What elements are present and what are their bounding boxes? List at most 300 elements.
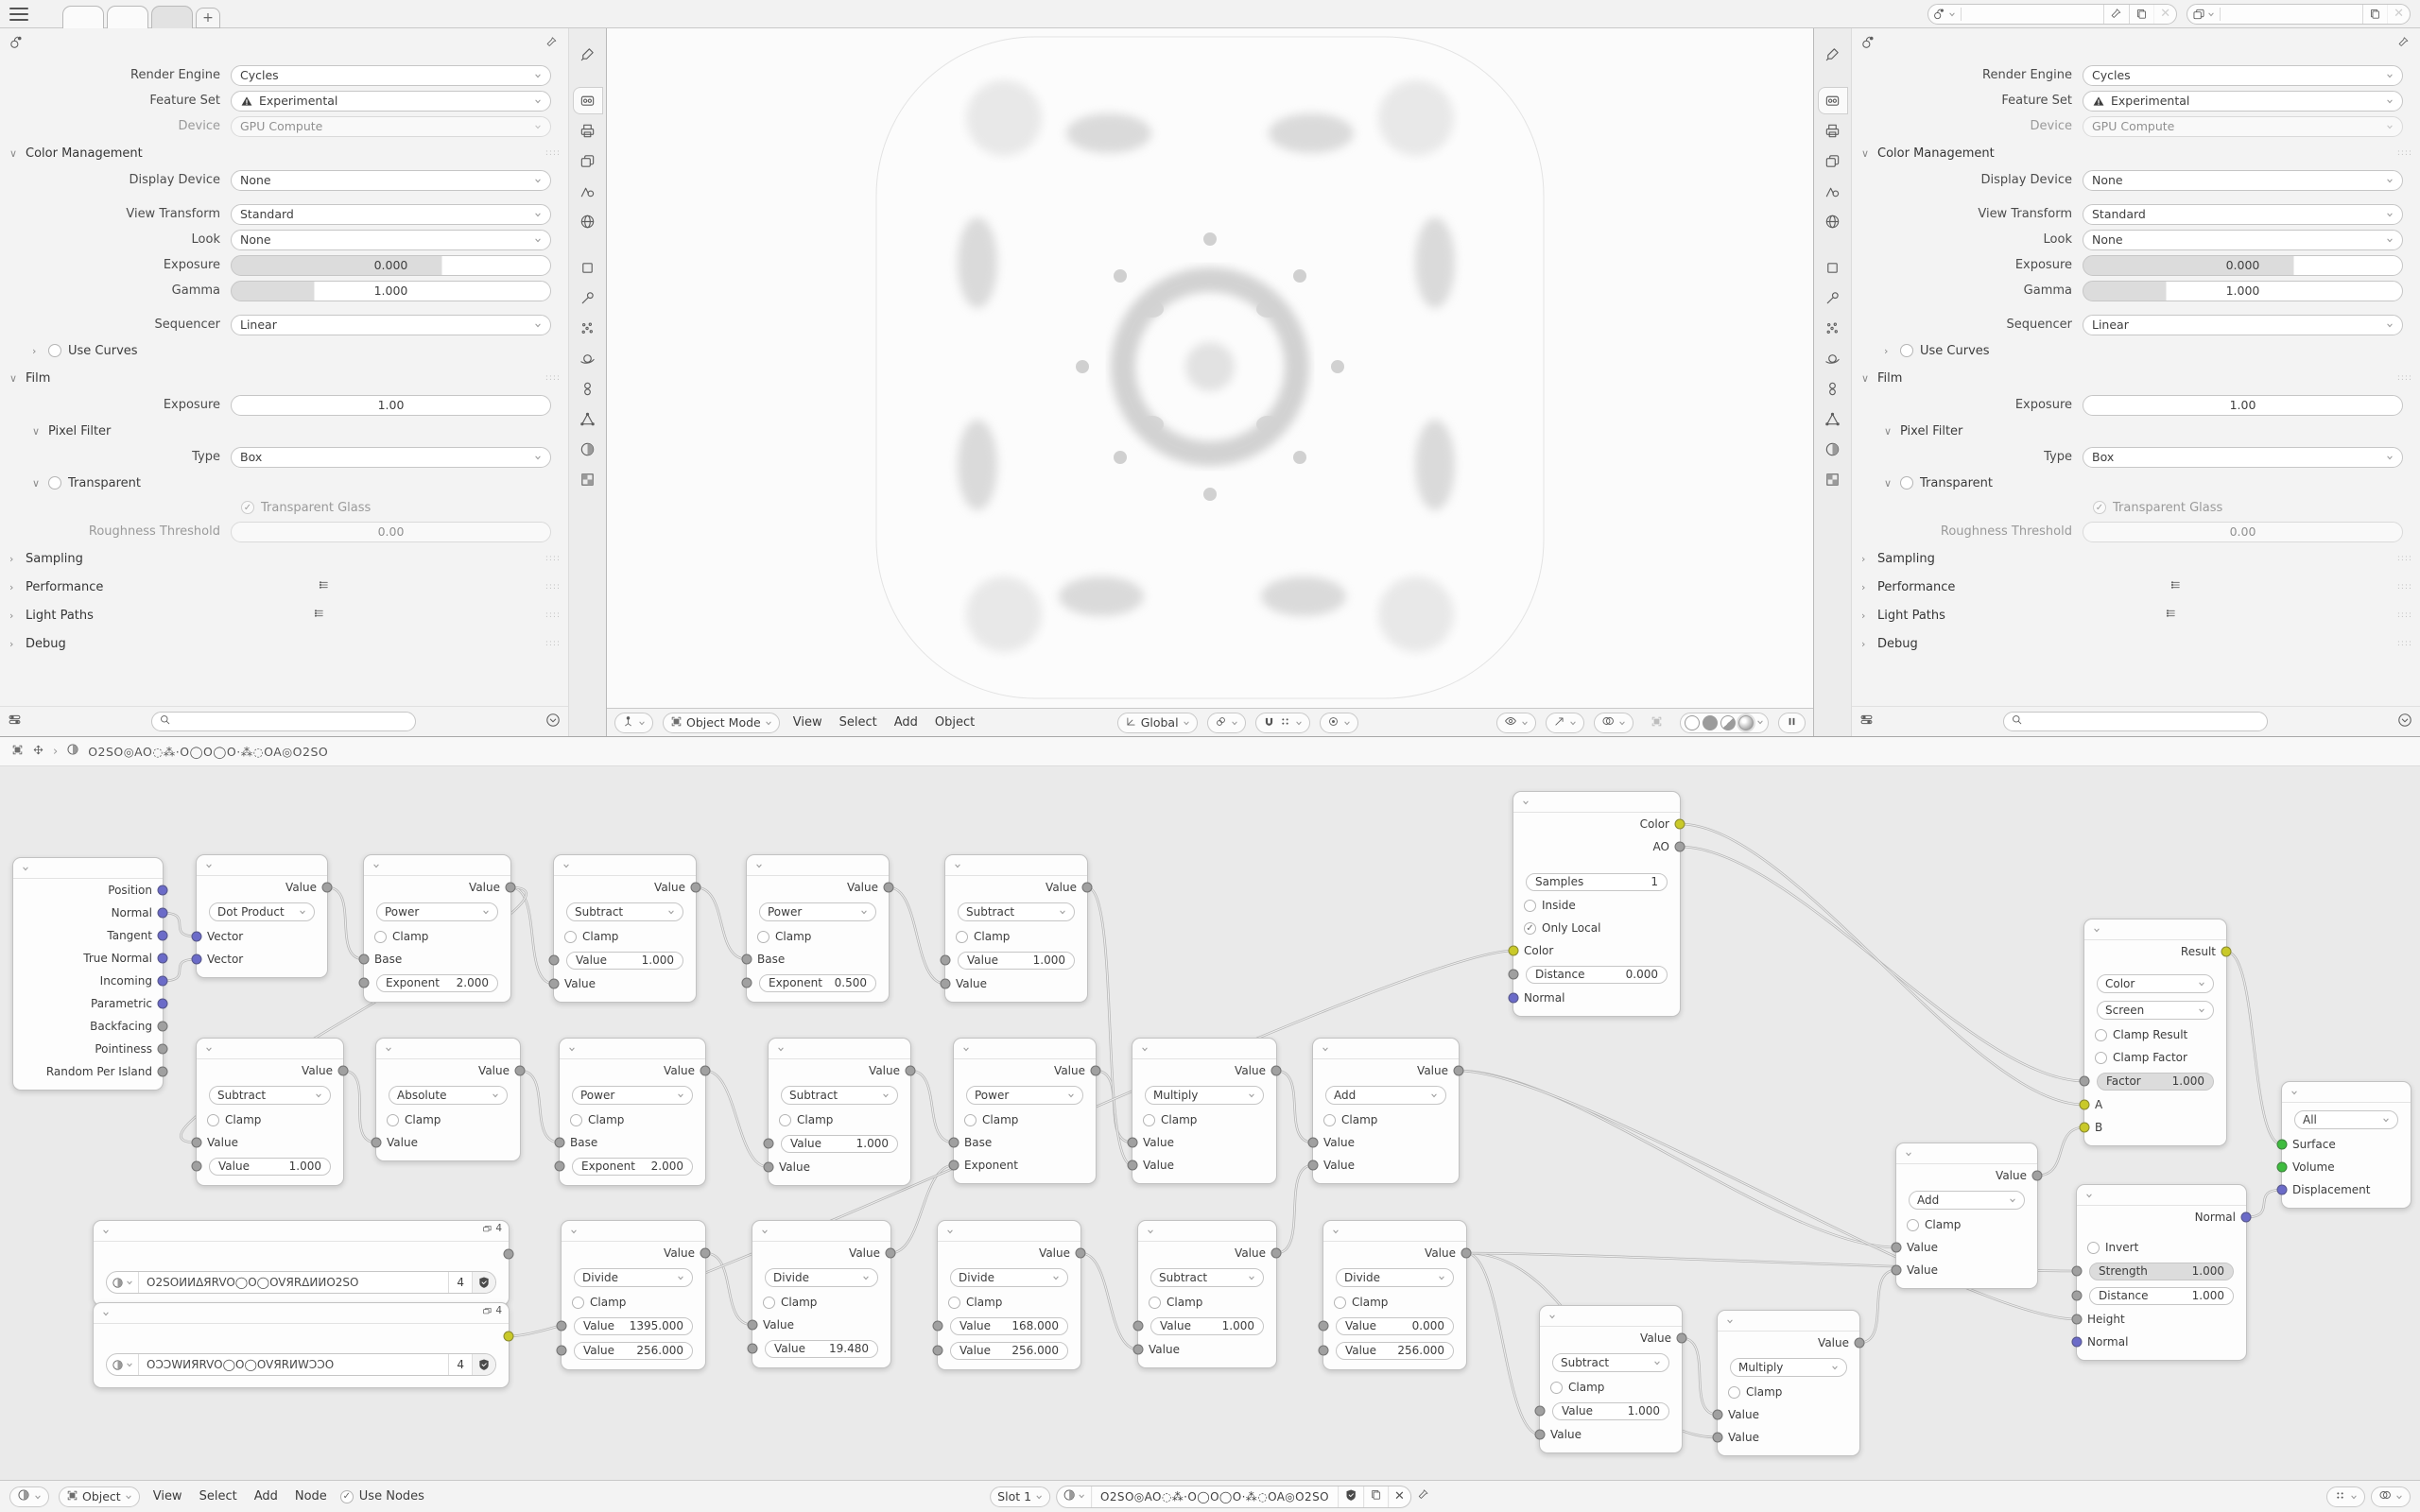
input-socket[interactable]: [1319, 1346, 1329, 1356]
input-socket[interactable]: [2072, 1291, 2083, 1301]
input-socket[interactable]: [742, 954, 752, 965]
properties-search-input[interactable]: [171, 715, 408, 729]
output-socket[interactable]: [506, 883, 516, 893]
operation-dropdown[interactable]: Power: [572, 1086, 693, 1105]
output-socket[interactable]: [158, 976, 168, 987]
section-sampling[interactable]: › Sampling ::::: [1861, 551, 2412, 566]
input-socket[interactable]: [748, 1344, 758, 1354]
users-count[interactable]: 4: [448, 1354, 472, 1375]
node-dot1[interactable]: [196, 854, 328, 978]
constraints-properties-tab-icon[interactable]: [1819, 376, 1847, 402]
operation-dropdown[interactable]: Subtract: [1552, 1353, 1669, 1372]
shader-node-editor[interactable]: [0, 736, 2420, 1512]
properties-search[interactable]: [2003, 712, 2268, 731]
node-collapse-chevron[interactable]: [1313, 1039, 1459, 1059]
menu-select[interactable]: Select: [199, 1489, 237, 1503]
input-socket[interactable]: [1892, 1265, 1902, 1276]
node-bump[interactable]: [2076, 1184, 2247, 1361]
section-film[interactable]: ∨ Film ::::: [9, 370, 561, 386]
operation-dropdown[interactable]: Subtract: [1150, 1268, 1264, 1287]
input-socket[interactable]: [2072, 1314, 2083, 1325]
output-socket[interactable]: [504, 1249, 514, 1260]
node-d4[interactable]: [1322, 1220, 1467, 1370]
output-socket[interactable]: [515, 1066, 526, 1076]
section-debug[interactable]: › Debug ::::: [9, 636, 561, 651]
node-collapse-chevron[interactable]: [945, 855, 1087, 876]
node-sub2[interactable]: [944, 854, 1088, 1003]
input-socket[interactable]: [555, 1161, 565, 1172]
operation-dropdown[interactable]: Subtract: [209, 1086, 331, 1105]
object-data-properties-tab-icon[interactable]: [1819, 406, 1847, 432]
checkbox-clamp[interactable]: Clamp: [954, 1108, 1096, 1131]
subsection-pixel-filter[interactable]: ∨ Pixel Filter: [1884, 423, 1963, 438]
type-dropdown[interactable]: Box: [2083, 447, 2403, 468]
constraints-properties-tab-icon[interactable]: [574, 376, 602, 402]
output-socket[interactable]: [1271, 1248, 1282, 1259]
checkbox-clamp[interactable]: Clamp: [554, 925, 696, 948]
input-socket[interactable]: [1133, 1345, 1144, 1355]
input-socket[interactable]: [1308, 1160, 1319, 1171]
input-socket[interactable]: [941, 979, 951, 989]
output-socket[interactable]: [886, 1248, 896, 1259]
node-collapse-chevron[interactable]: [554, 855, 696, 876]
operation-dropdown[interactable]: Divide: [765, 1268, 878, 1287]
input-socket[interactable]: [742, 978, 752, 988]
output-socket[interactable]: [1675, 819, 1685, 830]
display-device-dropdown[interactable]: None: [231, 170, 551, 191]
input-socket[interactable]: [941, 955, 951, 966]
browse-image-icon[interactable]: [107, 1354, 139, 1375]
view-transform-dropdown[interactable]: Standard: [231, 204, 551, 225]
node-m7[interactable]: [1312, 1038, 1460, 1184]
checkbox-clamp-factor[interactable]: Clamp Factor: [2084, 1046, 2226, 1069]
checkbox-clamp-result[interactable]: Clamp Result: [2084, 1023, 2226, 1046]
browse-image-icon[interactable]: [107, 1272, 139, 1293]
node-t1[interactable]: [93, 1220, 510, 1306]
checkbox-clamp[interactable]: Clamp: [747, 925, 889, 948]
output-socket[interactable]: [158, 1067, 168, 1077]
menu-view[interactable]: View: [152, 1489, 182, 1503]
checkbox-only-local[interactable]: ✓ Only Local: [1513, 917, 1680, 939]
input-socket[interactable]: [933, 1321, 943, 1332]
input-socket[interactable]: [1133, 1321, 1144, 1332]
add-workspace-button[interactable]: +: [196, 8, 220, 28]
filter-toggle-icon[interactable]: [8, 713, 22, 730]
node-collapse-chevron[interactable]: [364, 855, 510, 876]
node-pow2[interactable]: [746, 854, 890, 1003]
node-m5[interactable]: [953, 1038, 1097, 1184]
input-socket[interactable]: [1509, 970, 1519, 980]
material-properties-tab-icon[interactable]: [1819, 437, 1847, 462]
xray-toggle-button[interactable]: [1643, 713, 1670, 733]
tool-properties-tab-icon[interactable]: [1819, 42, 1847, 67]
number-field[interactable]: Value 1.000: [1150, 1317, 1264, 1335]
world-properties-tab-icon[interactable]: [574, 209, 602, 234]
new-scene-icon[interactable]: [2129, 5, 2153, 24]
pin-id-icon[interactable]: [545, 36, 559, 53]
node-collapse-chevron[interactable]: [2084, 919, 2226, 940]
output-socket[interactable]: [158, 931, 168, 941]
checkbox-clamp[interactable]: Clamp: [1896, 1213, 2037, 1236]
section-performance[interactable]: › Performance ::::: [1861, 579, 2412, 594]
number-field[interactable]: Factor 1.000: [2097, 1073, 2214, 1091]
look-dropdown[interactable]: None: [231, 230, 551, 250]
render-engine-dropdown[interactable]: Cycles: [231, 65, 551, 86]
square-select-icon[interactable]: [11, 744, 24, 760]
number-field[interactable]: Distance 0.000: [1526, 966, 1668, 984]
checkbox-clamp[interactable]: Clamp: [1323, 1291, 1466, 1314]
node-m2[interactable]: [375, 1038, 521, 1161]
node-m3[interactable]: [559, 1038, 706, 1186]
number-field[interactable]: Value 1.000: [781, 1135, 898, 1153]
menu-object[interactable]: Object: [934, 715, 976, 730]
operation-dropdown[interactable]: Subtract: [566, 902, 683, 921]
feature-set-dropdown[interactable]: Experimental: [2083, 91, 2403, 112]
input-socket[interactable]: [359, 978, 370, 988]
number-field[interactable]: Value 256.000: [950, 1342, 1068, 1360]
checkbox-clamp[interactable]: Clamp: [376, 1108, 520, 1131]
input-socket[interactable]: [2277, 1162, 2288, 1173]
node-collapse-chevron[interactable]: [1540, 1306, 1682, 1327]
node-collapse-chevron[interactable]: [954, 1039, 1096, 1059]
object-properties-tab-icon[interactable]: [574, 255, 602, 281]
options-chevron-icon[interactable]: [2397, 713, 2412, 731]
output-socket[interactable]: [1675, 842, 1685, 852]
section-color-management[interactable]: ∨ Color Management ::::: [1861, 146, 2412, 161]
app-menu-icon[interactable]: [9, 8, 28, 21]
world-properties-tab-icon[interactable]: [1819, 209, 1847, 234]
properties-editor-icon[interactable]: [9, 35, 25, 54]
number-field[interactable]: Value 1.000: [566, 952, 683, 970]
feature-set-dropdown[interactable]: Experimental: [231, 91, 551, 112]
section-debug[interactable]: › Debug ::::: [1861, 636, 2412, 651]
number-field[interactable]: Value 256.000: [574, 1342, 693, 1360]
view-transform-dropdown[interactable]: Standard: [2083, 204, 2403, 225]
input-socket[interactable]: [557, 1346, 567, 1356]
operation-dropdown[interactable]: Add: [1909, 1191, 2025, 1210]
section-light-paths[interactable]: › Light Paths ::::: [1861, 608, 2412, 623]
output-socket[interactable]: [1091, 1066, 1101, 1076]
number-field[interactable]: Exponent 2.000: [572, 1158, 693, 1176]
operation-dropdown[interactable]: Multiply: [1145, 1086, 1264, 1105]
shading-solid-icon[interactable]: [1703, 715, 1718, 730]
operation-dropdown[interactable]: Subtract: [958, 902, 1075, 921]
output-socket[interactable]: [2241, 1212, 2252, 1223]
operation-dropdown[interactable]: Power: [966, 1086, 1083, 1105]
overlays-button[interactable]: [1594, 713, 1634, 733]
operation-dropdown[interactable]: Color: [2097, 974, 2214, 993]
input-socket[interactable]: [764, 1162, 774, 1173]
checkbox-clamp[interactable]: Clamp: [1138, 1291, 1276, 1314]
input-socket[interactable]: [2277, 1140, 2288, 1150]
node-collapse-chevron[interactable]: [562, 1221, 705, 1242]
operation-dropdown[interactable]: Divide: [1336, 1268, 1454, 1287]
output-socket[interactable]: [504, 1332, 514, 1342]
output-socket[interactable]: [1855, 1338, 1865, 1349]
output-socket[interactable]: [158, 885, 168, 896]
node-collapse-chevron[interactable]: [1513, 792, 1680, 813]
node-collapse-chevron[interactable]: [2282, 1082, 2411, 1103]
operation-dropdown[interactable]: Subtract: [781, 1086, 898, 1105]
checkbox-clamp[interactable]: Clamp: [769, 1108, 910, 1131]
input-socket[interactable]: [1892, 1243, 1902, 1253]
material-properties-tab-icon[interactable]: [574, 437, 602, 462]
node-add2[interactable]: [1895, 1143, 2038, 1289]
node-out[interactable]: [2281, 1081, 2411, 1209]
output-socket[interactable]: [158, 954, 168, 964]
input-socket[interactable]: [1509, 946, 1519, 956]
device-dropdown[interactable]: GPU Compute: [2083, 116, 2403, 137]
node-mult2[interactable]: [1717, 1310, 1860, 1456]
new-material-icon[interactable]: [1363, 1486, 1388, 1507]
input-socket[interactable]: [192, 954, 202, 965]
node-m4[interactable]: [768, 1038, 911, 1186]
node-collapse-chevron[interactable]: [560, 1039, 705, 1059]
object-visibility-button[interactable]: [1496, 713, 1536, 733]
checkbox-clamp[interactable]: Clamp: [197, 1108, 343, 1131]
operation-dropdown[interactable]: Power: [759, 902, 876, 921]
shader-type-selector[interactable]: Object: [59, 1486, 140, 1507]
output-socket[interactable]: [691, 883, 701, 893]
node-collapse-chevron[interactable]: [938, 1221, 1080, 1242]
output-socket[interactable]: [1082, 883, 1093, 893]
workspace-tab[interactable]: [107, 6, 148, 28]
node-collapse-chevron[interactable]: [1896, 1143, 2037, 1164]
output-socket[interactable]: [158, 1022, 168, 1032]
pin-scene-icon[interactable]: [2103, 5, 2129, 24]
operation-dropdown[interactable]: Absolute: [389, 1086, 508, 1105]
checkbox-clamp[interactable]: Clamp: [938, 1291, 1080, 1314]
checkbox-clamp[interactable]: Clamp: [560, 1108, 705, 1131]
number-field[interactable]: Value 256.000: [1336, 1342, 1454, 1360]
output-socket[interactable]: [1677, 1333, 1687, 1344]
input-socket[interactable]: [549, 979, 560, 989]
input-socket[interactable]: [1128, 1138, 1138, 1148]
node-collapse-chevron[interactable]: [13, 858, 163, 879]
texture-properties-tab-icon[interactable]: [574, 467, 602, 492]
exposure-slider[interactable]: 0.000: [2083, 255, 2403, 276]
number-field[interactable]: Exponent 0.500: [759, 974, 876, 992]
tool-properties-tab-icon[interactable]: [574, 42, 602, 67]
properties-search-input[interactable]: [2023, 715, 2260, 729]
node-collapse-chevron[interactable]: [197, 1039, 343, 1059]
node-t2[interactable]: [93, 1302, 510, 1388]
scene-properties-tab-icon[interactable]: [1819, 179, 1847, 204]
node-collapse-chevron[interactable]: [1138, 1221, 1276, 1242]
section-sampling[interactable]: › Sampling ::::: [9, 551, 561, 566]
node-collapse-chevron[interactable]: [197, 855, 327, 876]
particles-properties-tab-icon[interactable]: [1819, 316, 1847, 341]
node-s1[interactable]: [1137, 1220, 1277, 1368]
input-socket[interactable]: [2072, 1337, 2083, 1348]
node-collapse-chevron[interactable]: [1718, 1311, 1859, 1332]
input-socket[interactable]: [1308, 1138, 1319, 1148]
viewport-render[interactable]: [607, 28, 1813, 708]
input-socket[interactable]: [949, 1160, 959, 1171]
output-socket[interactable]: [158, 1044, 168, 1055]
input-socket[interactable]: [549, 955, 560, 966]
node-collapse-chevron[interactable]: [1132, 1039, 1276, 1059]
filter-toggle-icon[interactable]: [1859, 713, 1874, 730]
input-socket[interactable]: [2080, 1123, 2090, 1133]
input-socket[interactable]: [1319, 1321, 1329, 1332]
input-socket[interactable]: [2080, 1076, 2090, 1087]
output-socket[interactable]: [158, 908, 168, 919]
checkbox-clamp[interactable]: Clamp: [1313, 1108, 1459, 1131]
pause-render-button[interactable]: [1778, 713, 1806, 733]
section-performance[interactable]: › Performance ::::: [9, 579, 561, 594]
input-socket[interactable]: [2080, 1100, 2090, 1110]
properties-search[interactable]: [151, 712, 416, 731]
checkbox-clamp[interactable]: Clamp: [945, 925, 1087, 948]
browse-material-icon[interactable]: [1057, 1486, 1092, 1507]
options-chevron-icon[interactable]: [545, 713, 561, 731]
node-collapse-chevron[interactable]: [94, 1303, 509, 1324]
node-geo[interactable]: [12, 857, 164, 1091]
node-m6[interactable]: [1132, 1038, 1277, 1184]
fake-user-shield-icon[interactable]: [472, 1272, 495, 1293]
snapping-button[interactable]: [1255, 713, 1310, 733]
checkbox-inside[interactable]: Inside: [1513, 894, 1680, 917]
roughness-threshold-field[interactable]: 0.00: [231, 522, 551, 542]
input-socket[interactable]: [1509, 993, 1519, 1004]
operation-dropdown[interactable]: Multiply: [1730, 1358, 1847, 1377]
number-field[interactable]: Strength 1.000: [2089, 1263, 2234, 1280]
node-d2[interactable]: [752, 1220, 891, 1368]
number-field[interactable]: Value 0.000: [1336, 1317, 1454, 1335]
node-collapse-chevron[interactable]: [376, 1039, 520, 1059]
scene-properties-tab-icon[interactable]: [574, 179, 602, 204]
operation-dropdown[interactable]: Add: [1325, 1086, 1446, 1105]
material-slot-selector[interactable]: Slot 1: [990, 1486, 1050, 1507]
view-layer-properties-tab-icon[interactable]: [1819, 148, 1847, 174]
output-socket[interactable]: [1076, 1248, 1086, 1259]
menu-select[interactable]: Select: [838, 715, 877, 730]
node-collapse-chevron[interactable]: [752, 1221, 890, 1242]
workspace-tab[interactable]: [62, 6, 104, 28]
checkbox-clamp[interactable]: Clamp: [1540, 1376, 1682, 1399]
node-mix[interactable]: [2083, 919, 2227, 1146]
node-collapse-chevron[interactable]: [94, 1221, 509, 1242]
output-socket[interactable]: [700, 1066, 711, 1076]
image-name-field[interactable]: O2SOͶИΔЯRVO◯O◯OVЯRΔИͶO2SO: [147, 1276, 359, 1289]
number-field[interactable]: Value 19.480: [765, 1340, 878, 1358]
input-socket[interactable]: [748, 1320, 758, 1331]
view-layer-name-input[interactable]: [2221, 5, 2362, 24]
output-socket[interactable]: [322, 883, 333, 893]
device-dropdown[interactable]: GPU Compute: [231, 116, 551, 137]
snap-target-button[interactable]: [1207, 713, 1246, 733]
output-socket[interactable]: [1461, 1248, 1472, 1259]
pin-id-icon[interactable]: [2397, 36, 2411, 53]
input-socket[interactable]: [933, 1346, 943, 1356]
input-socket[interactable]: [1535, 1430, 1546, 1440]
input-socket[interactable]: [192, 1161, 202, 1172]
checkbox-clamp[interactable]: Clamp: [1132, 1108, 1276, 1131]
output-socket[interactable]: [2221, 947, 2232, 957]
node-ao[interactable]: [1512, 791, 1681, 1017]
checkbox-transparent-glass[interactable]: ✓ Transparent Glass: [241, 496, 568, 519]
checkbox-invert[interactable]: Invert: [2077, 1236, 2246, 1259]
subsection-use-curves[interactable]: › Use Curves: [32, 343, 138, 358]
checkbox-clamp[interactable]: Clamp: [752, 1291, 890, 1314]
output-socket[interactable]: [700, 1248, 711, 1259]
proportional-edit-button[interactable]: [1320, 713, 1358, 733]
section-light-paths[interactable]: › Light Paths ::::: [9, 608, 561, 623]
input-socket[interactable]: [2072, 1266, 2083, 1277]
sequencer-dropdown[interactable]: Linear: [2083, 315, 2403, 335]
output-socket[interactable]: [1454, 1066, 1464, 1076]
operation-dropdown[interactable]: Divide: [574, 1268, 693, 1287]
node-sub1[interactable]: [553, 854, 697, 1003]
material-name-field[interactable]: O2SO◎AO◌⁂·O◯O◯O·⁂◌OA◎O2SO: [1100, 1489, 1329, 1503]
output-socket[interactable]: [338, 1066, 349, 1076]
modifier-properties-tab-icon[interactable]: [574, 285, 602, 311]
type-dropdown[interactable]: Box: [231, 447, 551, 468]
input-socket[interactable]: [764, 1139, 774, 1149]
gizmos-button[interactable]: [1546, 713, 1584, 733]
input-socket[interactable]: [372, 1138, 382, 1148]
roughness-threshold-field[interactable]: 0.00: [2083, 522, 2403, 542]
input-socket[interactable]: [555, 1138, 565, 1148]
object-data-properties-tab-icon[interactable]: [574, 406, 602, 432]
operation-dropdown[interactable]: Power: [376, 902, 498, 921]
operation-dropdown[interactable]: Screen: [2097, 1001, 2214, 1020]
number-field[interactable]: Samples 1: [1526, 873, 1668, 891]
number-field[interactable]: Exponent 2.000: [376, 974, 498, 992]
modifier-properties-tab-icon[interactable]: [1819, 285, 1847, 311]
workspace-tab-active[interactable]: [151, 6, 193, 28]
unlink-material-icon[interactable]: ✕: [1388, 1486, 1410, 1507]
input-socket[interactable]: [359, 954, 370, 965]
menu-view[interactable]: View: [792, 715, 822, 730]
gamma-slider[interactable]: 1.000: [231, 281, 551, 301]
new-view-layer-icon[interactable]: [2362, 5, 2387, 24]
number-field[interactable]: Value 1395.000: [574, 1317, 693, 1335]
node-sub3[interactable]: [1539, 1305, 1683, 1453]
input-socket[interactable]: [192, 932, 202, 942]
subsection-transparent[interactable]: ∨ Transparent: [1884, 475, 1993, 490]
render-properties-tab-icon[interactable]: [574, 88, 602, 113]
fake-user-shield-icon[interactable]: [1338, 1486, 1363, 1507]
properties-editor-icon[interactable]: [1861, 35, 1876, 54]
output-properties-tab-icon[interactable]: [1819, 118, 1847, 144]
output-socket[interactable]: [2032, 1171, 2043, 1181]
look-dropdown[interactable]: None: [2083, 230, 2403, 250]
checkbox-clamp[interactable]: Clamp: [364, 925, 510, 948]
menu-add[interactable]: Add: [893, 715, 918, 730]
use-nodes-checkbox[interactable]: ✓ Use Nodes: [340, 1489, 424, 1503]
menu-add[interactable]: Add: [253, 1489, 278, 1503]
transform-orientation-selector[interactable]: Global: [1117, 713, 1198, 733]
number-field[interactable]: Value 1.000: [209, 1158, 331, 1176]
subsection-pixel-filter[interactable]: ∨ Pixel Filter: [32, 423, 112, 438]
particles-properties-tab-icon[interactable]: [574, 316, 602, 341]
sequencer-dropdown[interactable]: Linear: [231, 315, 551, 335]
object-properties-tab-icon[interactable]: [1819, 255, 1847, 281]
input-socket[interactable]: [2277, 1185, 2288, 1195]
shading-rendered-icon[interactable]: [1738, 715, 1754, 730]
operation-dropdown[interactable]: All: [2294, 1110, 2398, 1129]
scene-icon[interactable]: [1928, 8, 1962, 21]
input-socket[interactable]: [557, 1321, 567, 1332]
image-name-field[interactable]: OƆƆWͶЯRVO◯O◯OVЯRͶWƆƆO: [147, 1358, 335, 1371]
number-field[interactable]: Value 1.000: [1552, 1402, 1669, 1420]
exposure-slider[interactable]: 0.000: [231, 255, 551, 276]
input-socket[interactable]: [1713, 1433, 1723, 1443]
gamma-slider[interactable]: 1.000: [2083, 281, 2403, 301]
display-device-dropdown[interactable]: None: [2083, 170, 2403, 191]
